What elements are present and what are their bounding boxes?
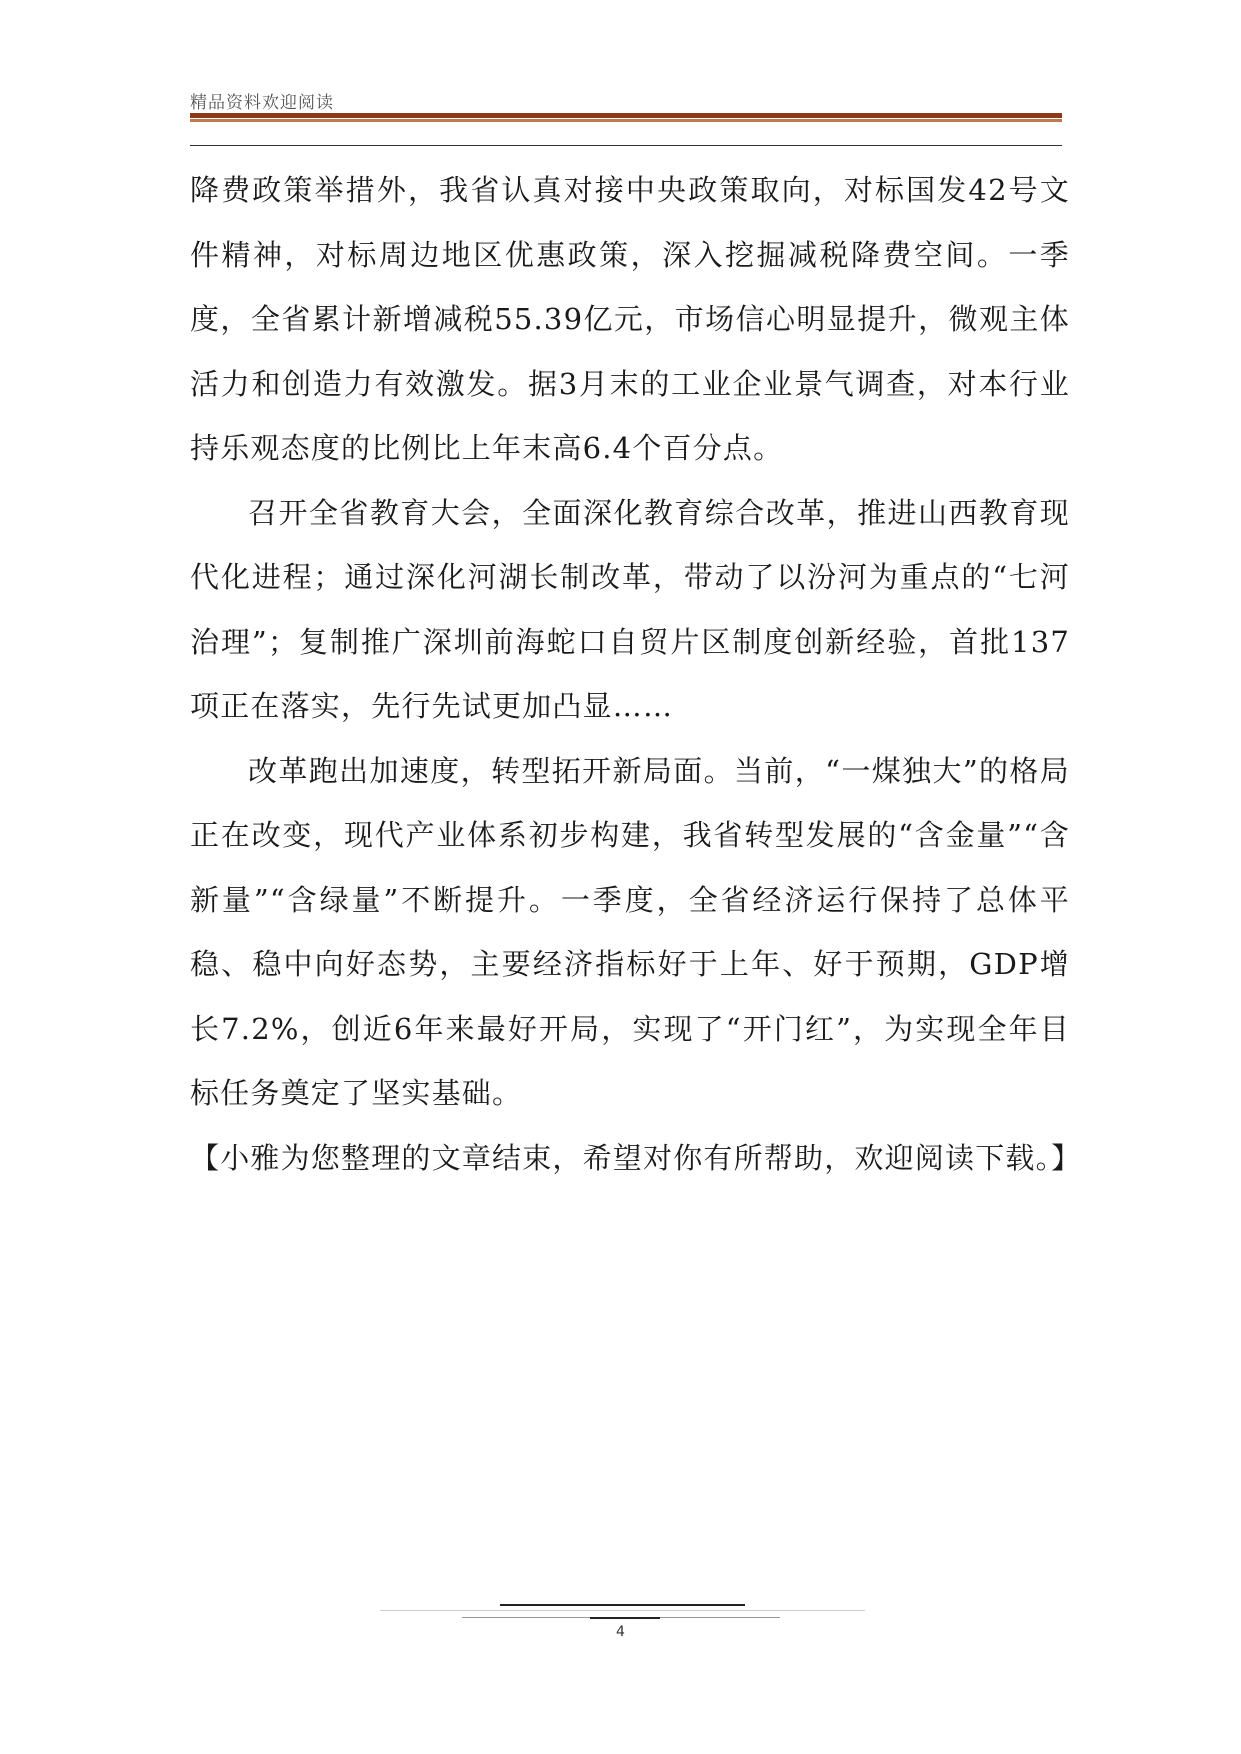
paragraph-transformation: 改革跑出加速度，转型拓开新局面。当前，“一煤独大”的格局正在改变，现代产业体系初步构建，我省转型发展的“含金量”“含新量”“含绿量”不断提升。一季度，全省经济运行保持了总体平稳、稳中向好态势，主要经济指标好于上年、好于预期，GDP增长7.2%，创近6年来最好开局，实现了“开门红”，为实现全年目标任务奠定了坚实基础。 [190,753,1070,1110]
document-body [190,158,1082,1190]
paragraph-reform-measures: 召开全省教育大会，全面深化教育综合改革，推进山西教育现代化进程；通过深化河湖长制改革，带动了以汾河为重点的“七河治理”；复制推广深圳前海蛇口自贸片区制度创新经验，首批137项正在落实，先行先试更加凸显…… [190,495,1070,723]
paragraph-continued: 降费政策举措外，我省认真对接中央政策取向，对标国发42号文件精神，对标周边地区优惠政策，深入挖掘减税降费空间。一季度，全省累计新增减税55.39亿元，市场信心明显提升，微观主体活力和创造力有效激发。据3月末的工业企业景气调查，对本行业持乐观态度的比例比上年末高6.4个百分点。 [190,173,1070,465]
header-rule-accent [190,119,1062,122]
footer-rule-upper [500,1604,745,1606]
header-underline [190,145,1062,146]
running-header: 精品资料欢迎阅读 [190,93,334,113]
header-rule [190,113,1062,118]
footer-rule-center [590,1617,660,1619]
page-number: 4 [616,1624,625,1640]
footer-rule [380,1610,865,1611]
closing-note: 【小雅为您整理的文章结束，希望对你有所帮助，欢迎阅读下载。】 [190,1140,1082,1175]
